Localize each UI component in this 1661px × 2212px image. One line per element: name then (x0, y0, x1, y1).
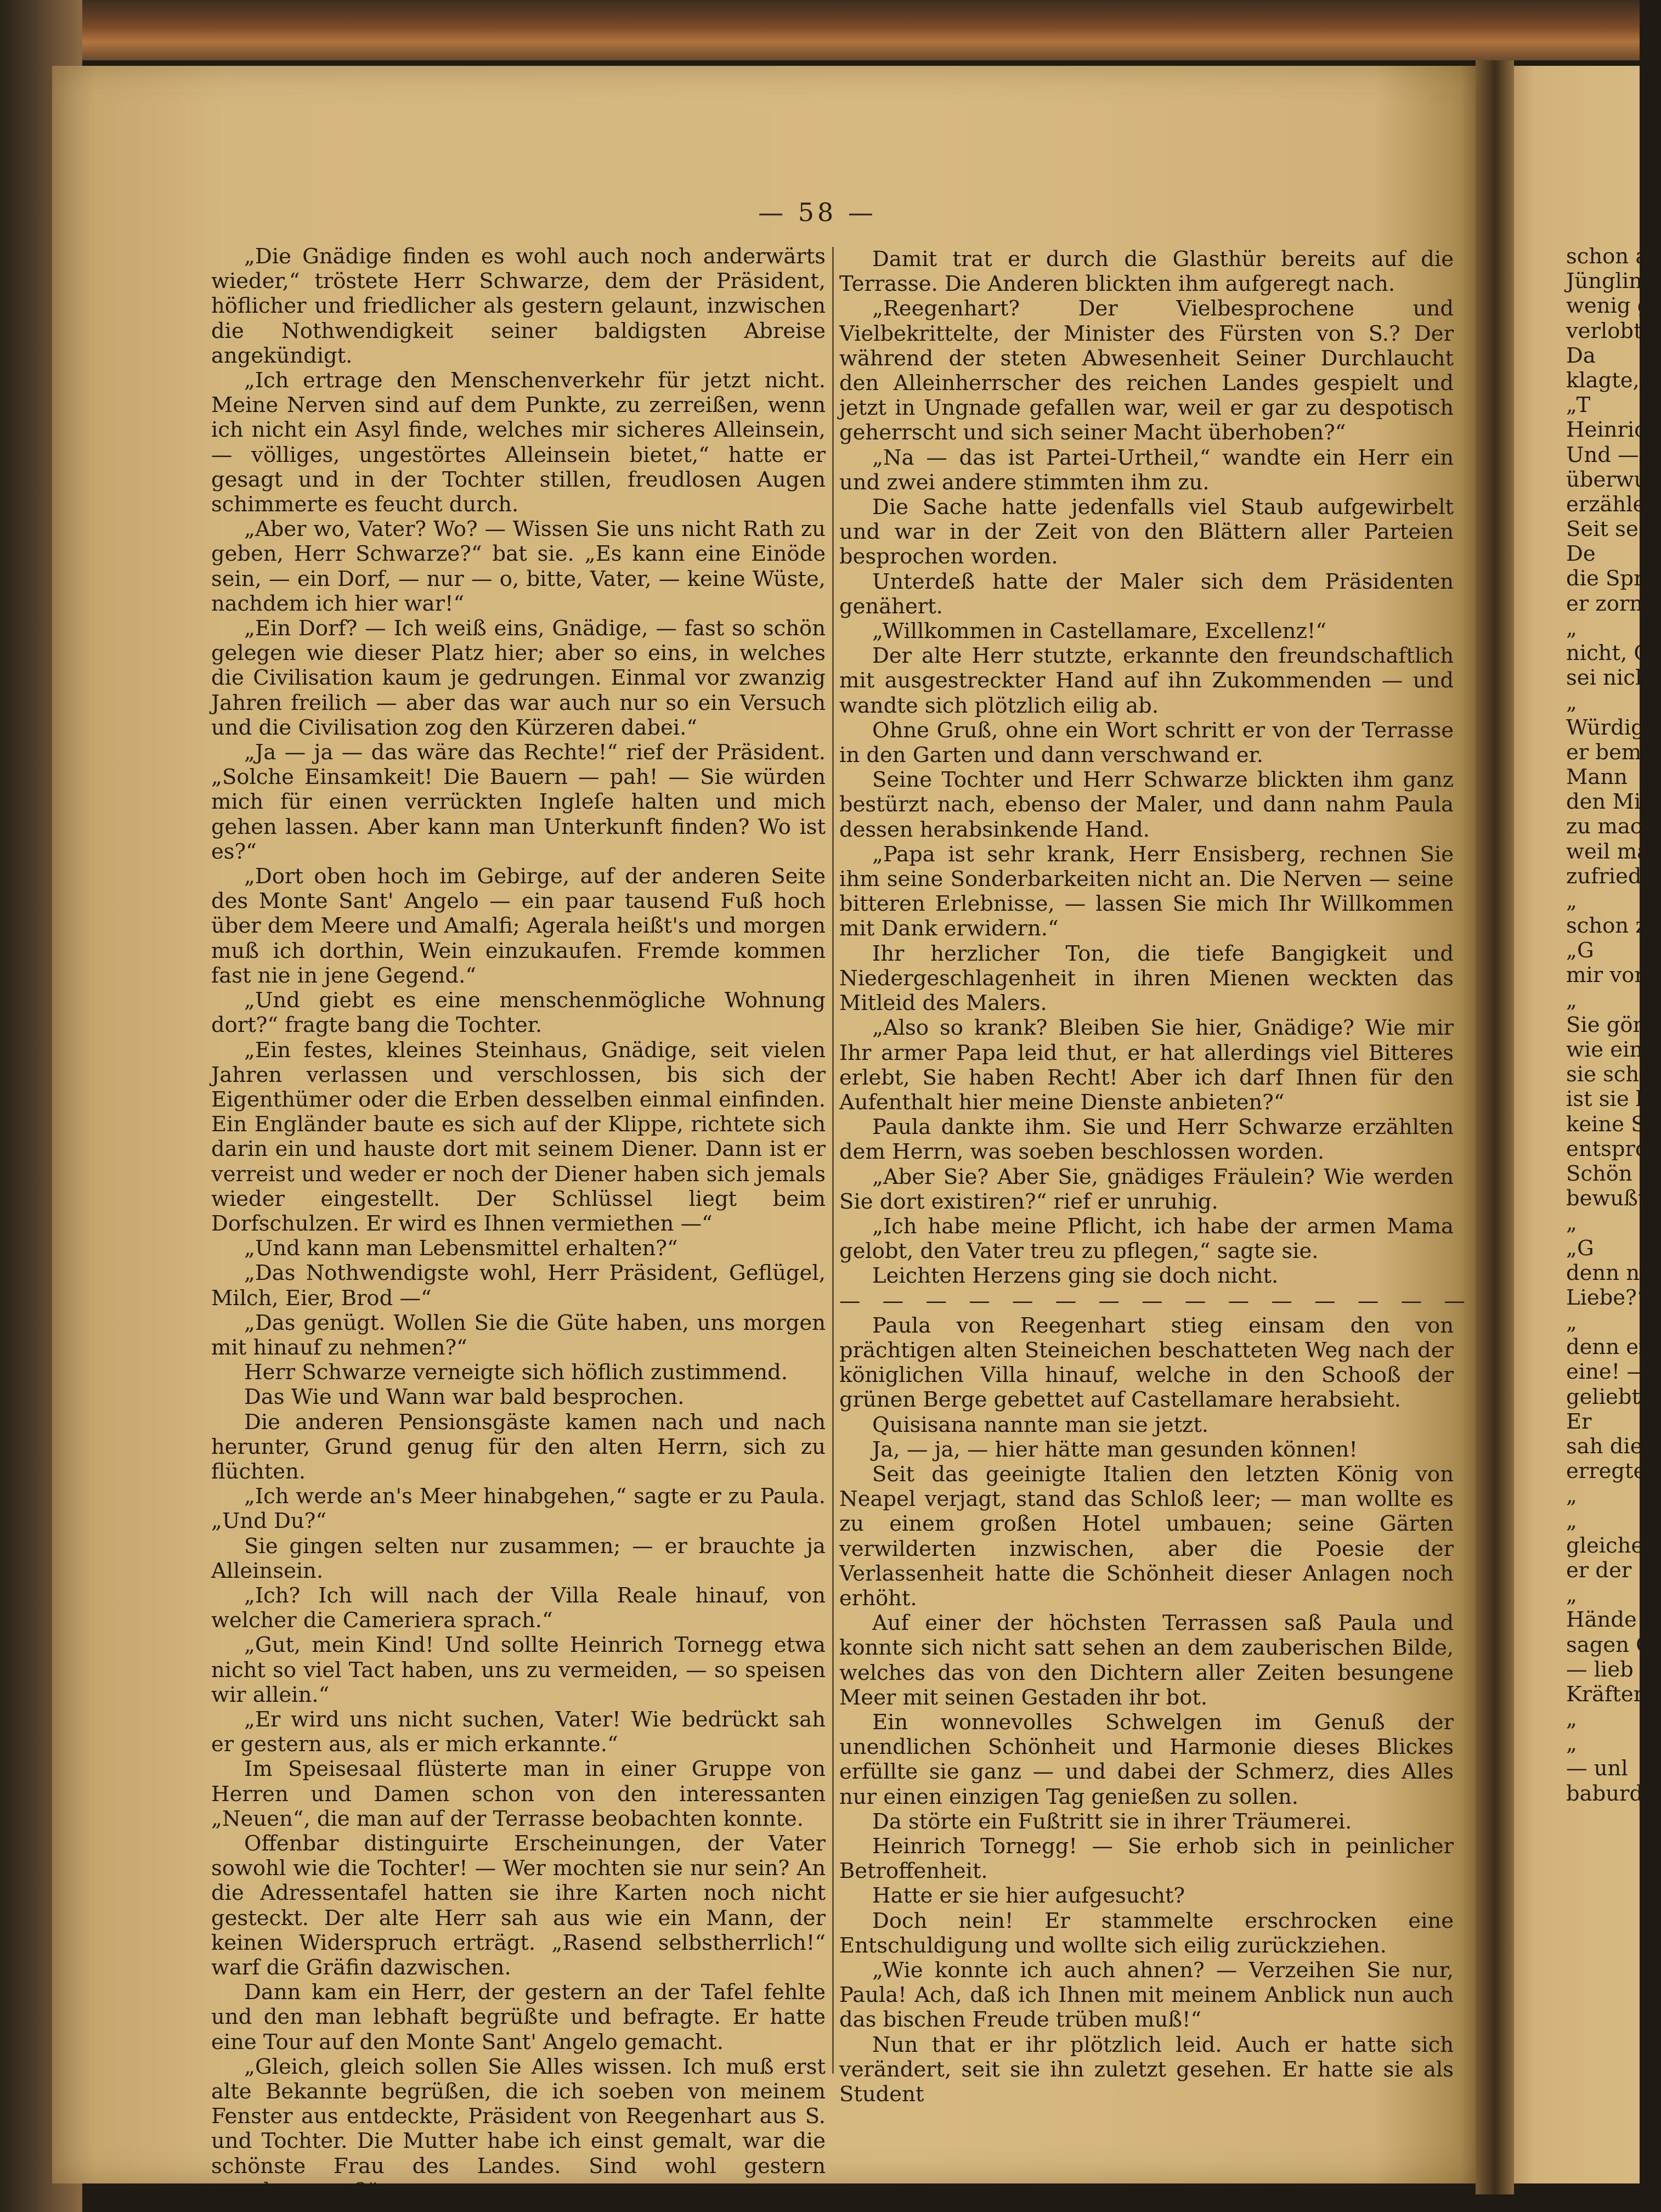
right-column-paragraph: Quisisana nannte man sie jetzt. (872, 1412, 1209, 1437)
next-page-line: Seit se (1566, 517, 1639, 542)
next-page-line: — lieb (1566, 1657, 1634, 1682)
left-column-paragraph: „Ich werde an's Meer hinabgehen,“ sagte er zu Paula. „Und Du?“ (211, 1484, 826, 1534)
next-page-line: Sie gön (1566, 1012, 1647, 1037)
left-column-paragraph: „Und giebt es eine menschenmögliche Wohnung dort?“ fragte bang die Tochter. (211, 988, 826, 1038)
left-column-paragraph: Die anderen Pensionsgäste kamen nach und nach herunter, Grund genug für den alten Herrn, sich zu flüchten. (211, 1409, 826, 1484)
left-column-paragraph: „Ein festes, kleines Steinhaus, Gnädige, seit vielen Jahren verlassen und verschlossen, bis sich der Eigenthümer oder die Erben desselben einmal einfinden. Ein Engländer baute es sich auf der Klippe, richtete sich darin ein und hauste dort mit seinem Diener. Dann ist er verreist und weder er noch der Diener haben sich jemals wieder eingestellt. Der Schlüssel liegt beim Dorfschulzen. Er wird es Ihnen vermiethen —“ (211, 1037, 826, 1236)
next-page-line: bewußt (1566, 1186, 1647, 1211)
next-page-line: mir von (1566, 963, 1648, 988)
left-column-paragraph: Im Speisesaal flüsterte man in einer Gruppe von Herren und Damen schon von den interessanten „Neuen“, die man auf der Terrasse beobachten konnte. (211, 1757, 826, 1831)
next-page-line: „T (1566, 393, 1591, 418)
next-page-line: — unl (1566, 1756, 1628, 1781)
left-column-paragraph: „Das Nothwendigste wohl, Herr Präsident, Geflügel, Milch, Eier, Brod —“ (211, 1261, 826, 1311)
right-column-paragraph: „Reegenhart? Der Vielbesprochene und Vielbekrittelte, der Minister des Fürsten von S.? Der während der steten Abwesenheit Seiner Durchlaucht den Alleinherrscher des reichen Landes gespielt und jetzt in Ungnade gefallen war, weil er gar zu despotisch geherrscht und sich seiner Macht überhoben?“ (839, 296, 1454, 445)
left-column-paragraph: „Ja — ja — das wäre das Rechte!“ rief der Präsident. „Solche Einsamkeit! Die Bauern — pah! — Sie würden mich für einen verrückten Ingleſe halten und mich gehen lassen. Aber kann man Unterkunft finden? Wo ist es?“ (211, 740, 826, 864)
next-page-line: „ (1566, 1707, 1577, 1732)
left-column-paragraph: Das Wie und Wann war bald besprochen. (244, 1385, 685, 1410)
right-column-paragraph: Paula von Reegenhart stieg einsam den von prächtigen alten Steineichen beschatteten Weg nach der königlichen Villa hinauf, welche in den Schooß der grünen Berge gebettet auf Castellamare herabsieht. (839, 1313, 1454, 1413)
right-column-paragraph: „Ich habe meine Pflicht, ich habe der armen Mama gelobt, den Vater treu zu pflegen,“ sagte sie. (839, 1214, 1454, 1264)
next-page-line: Schön (1566, 1161, 1632, 1186)
right-column-paragraph: „Willkommen in Castellamare, Excellenz!“ (872, 619, 1327, 644)
right-column-paragraph: „Wie konnte ich auch ahnen? — Verzeihen Sie nur, Paula! Ach, daß ich Ihnen mit meinem Anblick nun auch das bischen Freude trüben muß!“ (839, 1958, 1454, 2033)
left-column-paragraph: „Ich ertrage den Menschenverkehr für jetzt nicht. Meine Nerven sind auf dem Punkte, zu zerreißen, wenn ich nicht ein Asyl finde, welches mir sicheres Alleinsein, — völliges, ungestörtes Alleinsein bietet,“ hatte er gesagt und in der Tochter stillen, freudlosen Augen schimmerte es feucht durch. (211, 368, 826, 517)
column-divider (832, 247, 834, 2074)
next-page-line: zufriede (1566, 864, 1654, 889)
page-gutter (1476, 60, 1514, 2194)
next-page-line: Liebe?“ (1566, 1285, 1648, 1310)
next-page-line: nicht, G (1566, 641, 1651, 665)
next-page-line: ist sie l (1566, 1087, 1643, 1112)
next-page-fragments (1566, 244, 1661, 1806)
next-page-line: „ (1566, 1731, 1577, 1757)
right-column-paragraph: Leichten Herzens ging sie doch nicht. (872, 1263, 1279, 1289)
next-page-line: klagte, i (1566, 368, 1653, 393)
next-page-line: „ (1566, 888, 1577, 913)
next-page-line: zu mach (1566, 814, 1656, 839)
next-page-line: erregte (1566, 1459, 1646, 1484)
next-page-line: „ (1566, 1508, 1577, 1533)
next-page-line: verlobt. (1566, 318, 1649, 343)
right-column-paragraph: Ein wonnevolles Schwelgen im Genuß der unendlichen Schönheit und Harmonie dieses Blickes erfüllte sie ganz — und dabei der Schmerz, dies Alles nur einen einzigen Tag genießen zu sollen. (839, 1709, 1454, 1809)
right-column-paragraph: „Papa ist sehr krank, Herr Ensisberg, rechnen Sie ihm seine Sonderbarkeiten nicht an. Die Nerven — seine bitteren Erlebnisse, — lassen Sie mich Ihr Willkommen mit Dank erwidern.“ (839, 842, 1454, 941)
next-page-line: Kräften (1566, 1681, 1647, 1707)
right-column-paragraph: Unterdeß hatte der Maler sich dem Präsidenten genähert. (839, 569, 1454, 619)
next-page-line: denn n (1566, 1260, 1640, 1285)
right-column-paragraph: Ihr herzlicher Ton, die tiefe Bangigkeit und Niedergeschlagenheit in ihren Mienen weckten das Mitleid des Malers. (839, 941, 1454, 1016)
left-column-paragraph: Herr Schwarze verneigte sich höflich zustimmend. (244, 1360, 788, 1385)
next-page-line: die Spr (1566, 566, 1644, 591)
next-page-line: „G (1566, 938, 1594, 963)
left-text-column (211, 244, 826, 2203)
next-page-line: „ (1566, 988, 1577, 1013)
next-page-line: „ (1566, 690, 1577, 715)
left-column-paragraph: Offenbar distinguirte Erscheinungen, der Vater sowohl wie die Tochter! — Wer mochten sie nur sein? An die Adressentafel hatten sie ihre Karten noch nicht gesteckt. Der alte Herr sah aus wie ein Mann, der keinen Widerspruch erträgt. „Rasend selbstherrlich!“ warf die Gräfin dazwischen. (211, 1831, 826, 1980)
next-page-line: wenig g (1566, 294, 1651, 319)
next-page-line: „ (1566, 616, 1577, 641)
left-column-paragraph: „Das genügt. Wollen Sie die Güte haben, uns morgen mit hinauf zu nehmen?“ (211, 1310, 826, 1360)
next-page-line: sei nicht (1566, 665, 1658, 691)
right-column-paragraph: Ohne Gruß, ohne ein Wort schritt er von der Terrasse in den Garten und dann verschwand er. (839, 718, 1454, 768)
left-column-paragraph: „Dort oben hoch im Gebirge, auf der anderen Seite des Monte Sant' Angelo — ein paar tausend Fuß hoch über dem Meere und Amalfi; Agerala heißt's und morgen muß ich dorthin, Wein einzukaufen. Fremde kommen fast nie in jene Gegend.“ (211, 864, 826, 988)
page-number: — 58 — (758, 198, 877, 227)
next-page-line: gleiche, (1566, 1533, 1651, 1558)
left-column-paragraph: „Und kann man Lebensmittel erhalten?“ (244, 1236, 678, 1261)
next-page-line: überwun (1566, 467, 1661, 492)
next-page-line: De (1566, 541, 1596, 567)
right-column-paragraph: Hatte er sie hier aufgesucht? (872, 1883, 1185, 1909)
right-column-paragraph: Der alte Herr stutzte, erkannte den freundschaftlich mit ausgestreckter Hand auf ihn Zukommenden — und wandte sich plötzlich eilig ab. (839, 644, 1454, 718)
next-page-line: erzählen (1566, 492, 1659, 517)
next-page-line: sie scho (1566, 1062, 1652, 1087)
right-column-paragraph: Ja, — ja, — hier hätte man gesunden können! (872, 1437, 1358, 1462)
next-page-line: „G (1566, 1235, 1594, 1261)
right-column-paragraph: „Aber Sie? Aber Sie, gnädiges Fräulein? Wie werden Sie dort existiren?“ rief er unruhig. (839, 1164, 1454, 1214)
right-column-paragraph: Doch nein! Er stammelte erschrocken eine Entschuldigung und wollte sich eilig zurückziehen. (839, 1908, 1454, 1958)
next-page-line: „ (1566, 1310, 1577, 1335)
next-page-line: er der (1566, 1558, 1632, 1583)
next-page-line: er zorni (1566, 591, 1650, 616)
right-column-paragraph: „Na — das ist Partei-Urtheil,“ wandte ein Herr ein und zwei andere stimmten ihm zu. (839, 445, 1454, 495)
right-column-paragraph: Seit das geeinigte Italien den letzten König von Neapel verjagt, stand das Schloß leer; — man wollte es zu einem großen Hotel umbauen; seine Gärten verwilderten inzwischen, aber die Poesie der Verlassenheit hatte die Schönheit dieser Anlagen noch erhöht. (839, 1462, 1454, 1611)
next-page-line: Heinrich (1566, 417, 1660, 443)
next-page-line: Jünglin (1566, 269, 1643, 294)
left-column-paragraph: Sie gingen selten nur zusammen; — er brauchte ja Alleinsein. (211, 1533, 826, 1583)
right-column-paragraph: Heinrich Tornegg! — Sie erhob sich in peinlicher Betroffenheit. (839, 1834, 1454, 1884)
next-page-line: „ (1566, 1483, 1577, 1509)
next-page-line: „ (1566, 1211, 1577, 1236)
left-column-paragraph: „Aber wo, Vater? Wo? — Wissen Sie uns nicht Rath zu geben, Herr Schwarze?“ bat sie. „Es kann eine Einöde sein, — ein Dorf, — nur — o, bitte, Vater, — keine Wüste, nachdem ich hier war!“ (211, 517, 826, 616)
left-column-paragraph: „Die Gnädige finden es wohl auch noch anderwärts wieder,“ tröstete Herr Schwarze, dem der Präsident, höflicher und friedlicher als gestern gelaunt, inzwischen die Nothwendigkeit seiner baldigsten Abreise angekündigt. (211, 244, 826, 368)
next-page-line: weil ma (1566, 839, 1650, 864)
next-page-line: sagen G (1566, 1632, 1653, 1657)
left-column-paragraph: „Gut, mein Kind! Und sollte Heinrich Tornegg etwa nicht so viel Tact haben, uns zu vermeiden, — so speisen wir allein.“ (211, 1633, 826, 1707)
right-text-column (839, 247, 1473, 2107)
next-page-line: wie ein (1566, 1037, 1643, 1062)
right-column-paragraph: Da störte ein Fußtritt sie in ihrer Träumerei. (872, 1809, 1352, 1834)
next-page-line: sah die (1566, 1434, 1643, 1459)
left-column-paragraph: Dann kam ein Herr, der gestern an der Tafel fehlte und den man lebhaft begrüßte und befragte. Er hatte eine Tour auf den Monte Sant' Angelo gemacht. (211, 1980, 826, 2055)
next-page-line: er bem (1566, 740, 1642, 765)
left-column-paragraph: „Ich? Ich will nach der Villa Reale hinauf, von welcher die Cameriera sprach.“ (211, 1583, 826, 1633)
right-column-paragraph: Seine Tochter und Herr Schwarze blickten ihm ganz bestürzt nach, ebenso der Maler, und dann nahm Paula dessen herabsinkende Hand. (839, 768, 1454, 842)
book-top-edge (0, 0, 1640, 60)
next-page-line: baburd (1566, 1781, 1643, 1806)
next-page-line: schon a (1566, 244, 1648, 269)
right-column-paragraph: „Also so krank? Bleiben Sie hier, Gnädige? Wie mir Ihr armer Papa leid thut, er hat allerdings viel Bitteres erlebt, Sie haben Recht! Aber ich darf Ihnen für den Aufenthalt hier meine Dienste anbieten?“ (839, 1015, 1454, 1115)
right-column-paragraph: Paula dankte ihm. Sie und Herr Schwarze erzählten dem Herrn, was soeben beschlossen worden. (839, 1115, 1454, 1165)
next-page-line: eine! — (1566, 1359, 1648, 1385)
next-page-line: entsprof (1566, 1136, 1656, 1161)
next-page-line: keine S (1566, 1111, 1646, 1137)
next-page-line: den Mi (1566, 789, 1641, 815)
next-page-line: schon zu (1566, 913, 1660, 939)
right-column-paragraph: Damit trat er durch die Glasthür bereits auf die Terrasse. Die Anderen blickten ihm aufgeregt nach. (839, 247, 1454, 297)
right-column-paragraph: Nun that er ihr plötzlich leid. Auch er hatte sich verändert, seit sie ihn zuletzt gesehen. Er hatte sie als Student (839, 2032, 1454, 2107)
next-page-line: Und — (1566, 442, 1639, 467)
next-page-line: Da (1566, 343, 1596, 368)
next-page-line: Mann (1566, 764, 1628, 789)
right-column-paragraph: Die Sache hatte jedenfalls viel Staub aufgewirbelt und war in der Zeit von den Blättern aller Parteien besprochen worden. (839, 495, 1454, 569)
section-separator: — — — — — — — — — — — — — — — (839, 1288, 1473, 1313)
right-column-paragraph: Auf einer der höchsten Terrassen saß Paula und konnte sich nicht satt sehen an dem zauberischen Bilde, welches das von den Dichtern aller Zeiten besungene Meer mit seinen Gestaden ihr bot. (839, 1611, 1454, 1710)
next-page-line: Er (1566, 1409, 1592, 1434)
next-page-line: „ (1566, 1583, 1577, 1608)
left-column-paragraph: „Gleich, gleich sollen Sie Alles wissen. Ich muß erst alte Bekannte begrüßen, die ich soeben von meinem Fenster aus entdeckte, Präsident von Reegenhart aus S. und Tochter. Die Mutter habe ich einst gemalt, war die schönste Frau des Landes. Sind wohl gestern angekommen?“ (211, 2054, 826, 2203)
left-column-paragraph: „Er wird uns nicht suchen, Vater! Wie bedrückt sah er gestern aus, als er mich erkannte.“ (211, 1707, 826, 1757)
left-column-paragraph: „Ein Dorf? — Ich weiß eins, Gnädige, — fast so schön gelegen wie dieser Platz hier; aber so eins, in welches die Civilisation kaum je gedrungen. Einmal vor zwanzig Jahren freilich — aber das war auch nur so ein Versuch und die Civilisation zog den Kürzeren dabei.“ (211, 616, 826, 740)
next-page-line: Würdig (1566, 715, 1645, 740)
next-page-line: geliebt (1566, 1384, 1640, 1409)
next-page-line: Hände (1566, 1607, 1637, 1633)
next-page-line: denn ei (1566, 1335, 1646, 1360)
